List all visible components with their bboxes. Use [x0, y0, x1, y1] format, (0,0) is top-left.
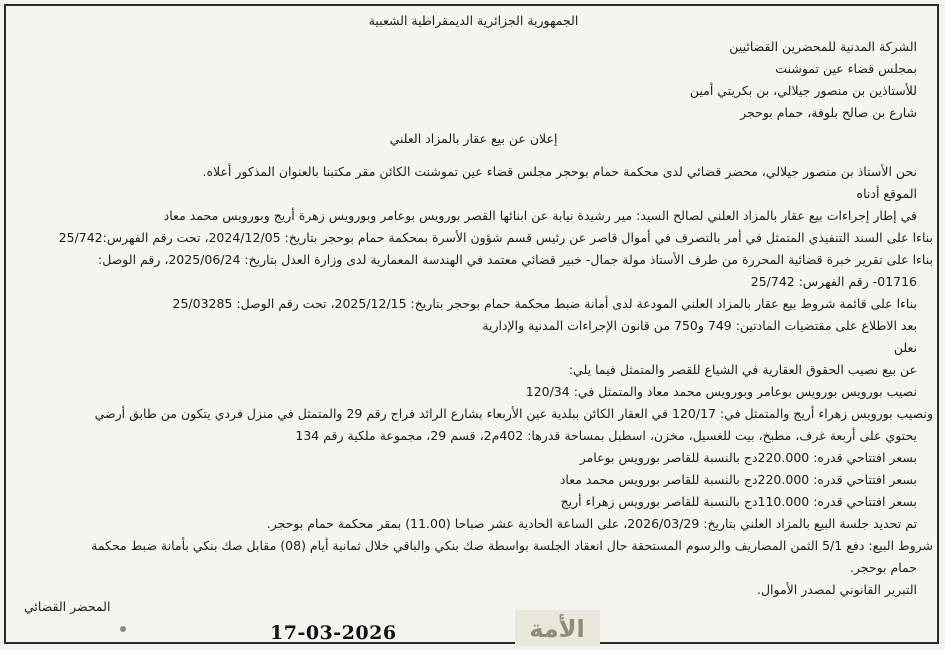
body-line: بناءا على تقرير خبرة قضائية المحررة من طرف الأستاذ مولة جمال- خبير قضائي معتمد في الهندسة المعمارية لدى وزارة العدل بتاريخ: 2025/06/24، رقم الوصل:	[98, 252, 933, 267]
republic-heading: الجمهورية الجزائرية الديمقراطية الشعبية	[368, 13, 579, 28]
body-line: بعد الاطلاع على مقتضيات المادتين: 749 و750 من قانون الإجراءات المدنية والإدارية	[482, 318, 917, 333]
ink-dot	[120, 626, 126, 632]
body-line: بناءا على السند التنفيذي المتمثل في أمر بالتصرف في أموال قاصر عن رئيس قسم شؤون الأسرة بمحكمة حمام بوحجر بتاريخ: 2024/12/05، تحت رقم الفهرس:25/742	[58, 230, 933, 245]
body-line: نصيب بورويس بورويس بوعامر وبورويس محمد معاد والمتمثل في: 120/34	[525, 384, 917, 399]
body-line: الموقع أدناه	[856, 186, 917, 201]
notice-title: إعلان عن بيع عقار بالمزاد العلني	[389, 131, 558, 146]
attorneys-name: للأستاذين بن منصور جيلالي، بن بكريتي أمين	[689, 83, 917, 98]
logo-text: الأمة	[529, 615, 585, 643]
body-line: 01716- رقم الفهرس: 25/742	[750, 274, 917, 289]
body-line: يحتوي على أربعة غرف، مطبخ، بيت للغسيل، مخزن، اسطبل بمساحة قدرها: 402م2، قسم 29، مجموعة ملكية رقم 134	[295, 428, 917, 443]
body-line: ونصيب بورويس زهراء أريج والمتمثل في: 120/17 في العقار الكائن ببلدية عين الأربعاء بشارع الرائد فراج رقم 29 والمتمثل في منزل فردي يتكون من طابق أرضي	[94, 406, 933, 421]
publication-date: 17-03-2026	[270, 622, 397, 644]
body-line: حمام بوحجر.	[849, 560, 917, 575]
body-line: بسعر افتتاحي قدره: 220.000دج بالنسبة للقاصر بورويس بوعامر	[579, 450, 917, 465]
body-line: بسعر افتتاحي قدره: 110.000دج بالنسبة للقاصر بورويس زهراء أريج	[560, 494, 917, 509]
body-line: شروط البيع: دفع 5/1 الثمن المصاريف والرسوم المستحقة حال انعقاد الجلسة بواسطة صك بنكي والباقي خلال ثمانية أيام (08) مقابل صك بنكي بأمانة ضبط محكمة	[91, 538, 933, 553]
company-name: الشركة المدنية للمحضرين القضائيين	[729, 39, 917, 54]
office-address: شارع بن صالح بلوفة، حمام بوحجر	[740, 105, 917, 120]
body-line: عن بيع نصيب الحقوق العقارية في الشياع للقصر والمتمثل فيما يلي:	[568, 362, 917, 377]
newspaper-logo	[515, 610, 600, 646]
body-line: التبرير القانوني لمصدر الأموال.	[756, 582, 917, 597]
body-line: بناءا على قائمة شروط بيع عقار بالمزاد العلني المودعة لدى أمانة ضبط محكمة حمام بوحجر بتاريخ: 2025/12/15، تحت رقم الوصل: 25/03285	[172, 296, 917, 311]
court-name: بمجلس قضاء عين تموشنت	[775, 61, 917, 76]
body-line: في إطار إجراءات بيع عقار بالمزاد العلني لصالح السيد: مير رشيدة نيابة عن ابنائها القصر بورويس بوعامر وبورويس زهرة أريج وبورويس محمد معاد	[163, 208, 917, 223]
body-line: تم تحديد جلسة البيع بالمزاد العلني بتاريخ: 2026/03/29، على الساعة الحادية عشر صباحا (11.00) بمقر محكمة حمام بوحجر.	[266, 516, 917, 531]
body-line: بسعر افتتاحي قدره: 220.000دج بالنسبة للقاصر بورويس محمد معاد	[559, 472, 917, 487]
body-line: نحن الأستاذ بن منصور جيلالي، محضر قضائي لدى محكمة حمام بوحجر مجلس قضاء عين تموشنت الكائن مقر مكتبنا بالعنوان المذكور أعلاه.	[202, 164, 917, 179]
notice-frame	[4, 4, 939, 644]
bailiff-signature: المحضر القضائي	[24, 599, 111, 614]
body-line: نعلن	[893, 340, 917, 355]
